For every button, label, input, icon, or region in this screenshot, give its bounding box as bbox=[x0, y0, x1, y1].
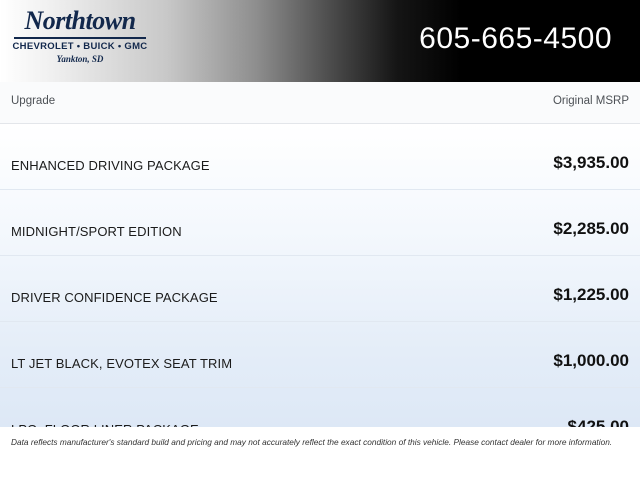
dealer-logo-name: Northtown bbox=[24, 6, 136, 35]
dealer-logo-city: Yankton, SD bbox=[56, 54, 104, 64]
dealer-phone-number[interactable]: 605-665-4500 bbox=[419, 22, 612, 55]
page-header bbox=[0, 0, 640, 82]
table-row bbox=[0, 124, 640, 190]
dealer-logo-divider bbox=[14, 37, 146, 39]
upgrades-list bbox=[0, 124, 640, 427]
table-row bbox=[0, 256, 640, 322]
column-header-original-msrp: Original MSRP bbox=[552, 95, 629, 107]
upgrade-price: $2,285.00 bbox=[553, 219, 629, 238]
upgrade-label: LT JET BLACK, EVOTEX SEAT TRIM bbox=[11, 356, 233, 371]
table-column-headers bbox=[0, 82, 640, 124]
page-footer bbox=[0, 427, 640, 481]
upgrade-label: DRIVER CONFIDENCE PACKAGE bbox=[11, 290, 218, 305]
upgrade-label: ENHANCED DRIVING PACKAGE bbox=[11, 158, 210, 173]
dealer-logo bbox=[12, 6, 148, 64]
table-row bbox=[0, 190, 640, 256]
upgrade-label: MIDNIGHT/SPORT EDITION bbox=[11, 224, 182, 239]
upgrade-price: $3,935.00 bbox=[553, 153, 629, 172]
disclaimer-text: Data reflects manufacturer's standard build and pricing and may not accurately reflect the exact condition of this vehicle. Please contact dealer for more information. bbox=[11, 437, 613, 447]
upgrade-price: $1,225.00 bbox=[553, 285, 629, 304]
table-row bbox=[0, 322, 640, 388]
dealer-logo-brands: CHEVROLET • BUICK • GMC bbox=[12, 41, 148, 52]
upgrade-price: $1,000.00 bbox=[553, 351, 629, 370]
column-header-upgrade: Upgrade bbox=[11, 95, 56, 107]
